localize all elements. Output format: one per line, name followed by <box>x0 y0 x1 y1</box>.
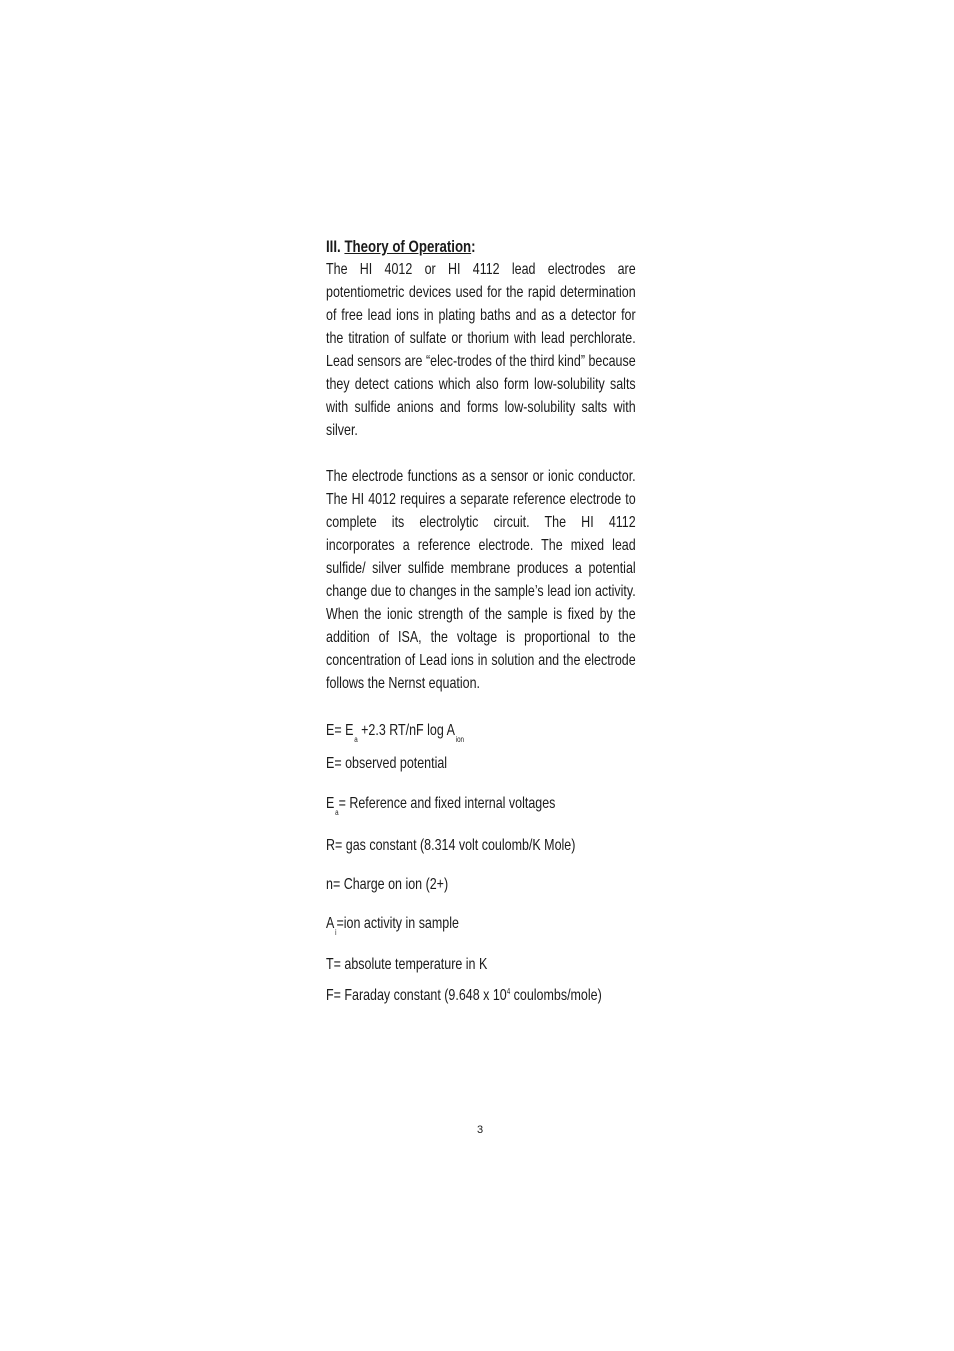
definition-t: T= absolute temperature in K <box>326 956 488 973</box>
equation-lhs: E= E <box>326 722 354 739</box>
definition-e: E= observed potential <box>326 755 448 772</box>
section-title-suffix: : <box>471 237 476 256</box>
definition-f-post: coulombs/mole) <box>510 987 602 1004</box>
definition-ai-symbol: A <box>326 915 335 932</box>
section-title: Theory of Operation <box>344 237 472 256</box>
equation-sub-ion: ion <box>455 735 465 744</box>
section-heading <box>326 236 636 258</box>
equation-sub-a: a <box>354 735 358 744</box>
definition-ea-symbol: E <box>326 795 335 812</box>
text-block <box>326 236 636 1009</box>
definition-ea-text: = Reference and fixed internal voltages <box>338 795 556 812</box>
definition-ai-sub: i <box>335 928 337 937</box>
paragraph-intro: The HI 4012 or HI 4112 lead electrodes are potentiometric devices used for the rapid determination of free lead ions in plating baths and as a detector for the titration of sulfate or thorium with lead perchlorate. Lead sensors are “elec-trodes of the third kind” because they detect cations which also form low-solubility salts with sulfide anions and forms low-solubility salts with silver. <box>326 261 636 439</box>
definition-f <box>326 985 636 1009</box>
definition-f-sup: 4 <box>506 987 511 996</box>
definition-ea-sub: a <box>335 808 339 817</box>
equation-middle: +2.3 RT/nF log A <box>357 722 455 739</box>
definition-n: n= Charge on ion (2+) <box>326 876 449 893</box>
page-number: 3 <box>476 1124 484 1136</box>
section-number: III. <box>326 237 341 256</box>
nernst-equation <box>326 720 636 744</box>
definition-f-pre: F= Faraday constant (9.648 x 10 <box>326 987 507 1004</box>
definition-ai-text: =ion activity in sample <box>336 915 459 932</box>
condensed-column <box>326 236 636 1009</box>
definition-r: R= gas constant (8.314 volt coulomb/K Mole) <box>326 837 576 854</box>
paragraph-electrode-function: The electrode functions as a sensor or ionic conductor. The HI 4012 requires a separate reference electrode to complete its electrolytic circuit. The HI 4112 incorporates a reference electrode. The mixed lead sulfide/ silver sulfide membrane produces a potential change due to changes in the sample’s lead ion activity. When the ionic strength of the sample is fixed by the addition of ISA, the voltage is proportional to the concentration of Lead ions in solution and the electrode follows the Nernst equation. <box>326 468 636 692</box>
definition-ai <box>326 913 636 937</box>
definition-ea <box>326 793 636 817</box>
